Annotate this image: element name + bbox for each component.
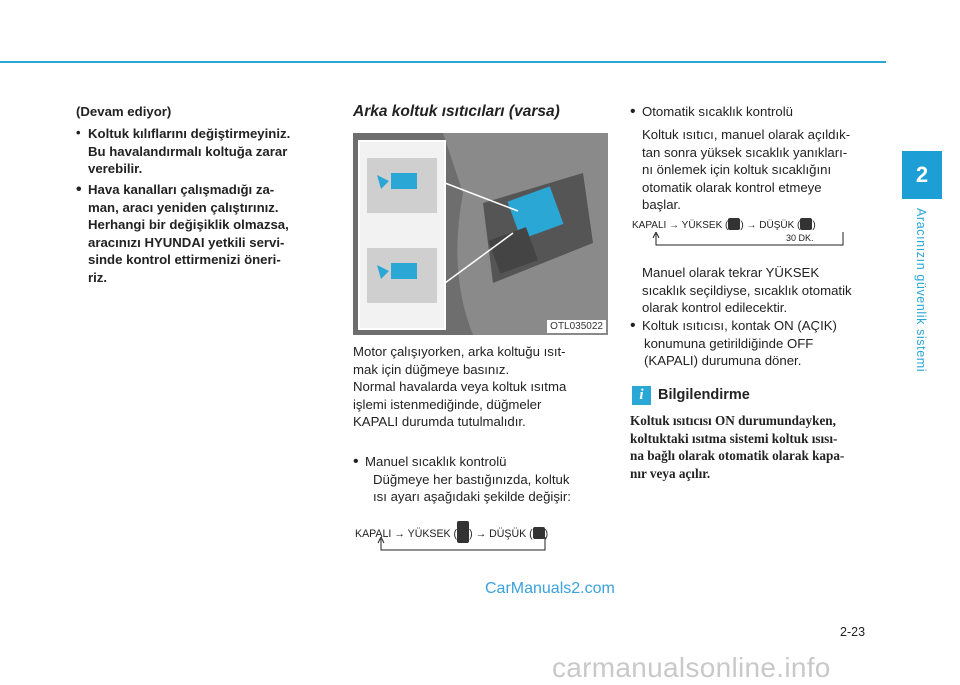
text-line: sıcaklık seçildiyse, sıcaklık otomatik bbox=[642, 282, 852, 298]
bullet-line: Koltuk kılıflarını değiştirmeyiniz. bbox=[88, 126, 291, 141]
seat-heater-switch-photo bbox=[353, 133, 608, 335]
bullet-item bbox=[353, 453, 608, 506]
seq-low: DÜŞÜK ( bbox=[759, 220, 801, 231]
text-line: Normal havalarda veya koltuk ısıtma bbox=[353, 379, 567, 394]
continued-label: (Devam ediyor) bbox=[76, 104, 172, 119]
arrow-right-icon: → bbox=[394, 528, 405, 540]
watermark-link[interactable]: CarManuals2.com bbox=[485, 580, 615, 597]
heater-high-icon bbox=[728, 218, 740, 230]
text-line: ısı ayarı aşağıdaki şekilde değişir: bbox=[373, 489, 571, 505]
info-text bbox=[630, 412, 885, 482]
door-panel-illustration bbox=[353, 133, 608, 335]
arrow-right-icon: → bbox=[475, 528, 487, 540]
arrow-right-icon: → bbox=[669, 220, 680, 231]
text-line: otomatik olarak kontrol etmeye bbox=[642, 179, 822, 195]
text-line: Manuel olarak tekrar YÜKSEK bbox=[642, 265, 820, 280]
bullet-line: aracınızı HYUNDAI yetkili servi- bbox=[88, 234, 285, 250]
bullet-item bbox=[630, 103, 885, 121]
text-line: (KAPALI) durumuna döner. bbox=[644, 353, 802, 369]
paragraph bbox=[353, 378, 608, 431]
text-line: mak için düğmeye basınız. bbox=[353, 361, 510, 377]
bullet-item bbox=[76, 181, 334, 287]
watermark-footer: carmanualsonline.info bbox=[552, 652, 831, 683]
seq-close: ) bbox=[469, 528, 473, 540]
bullet-line: Bu havalandırmalı koltuğa zarar bbox=[88, 143, 288, 159]
page-number: 2-23 bbox=[840, 625, 866, 639]
text-line: Koltuk ısıtıcı, manuel olarak açıldık- bbox=[642, 127, 851, 142]
info-title: Bilgilendirme bbox=[658, 387, 750, 403]
text-line: nır veya açılır. bbox=[630, 465, 711, 481]
chapter-tab: 2 bbox=[902, 151, 942, 199]
bullet-line: sinde kontrol ettirmenizi öneri- bbox=[88, 252, 281, 268]
section-heading: Arka koltuk ısıtıcıları (varsa) bbox=[353, 103, 560, 120]
info-icon: i bbox=[632, 386, 651, 405]
text-line: KAPALI durumda tutulmalıdır. bbox=[353, 414, 526, 430]
text-line: Motor çalışıyorken, arka koltuğu ısıt- bbox=[353, 344, 566, 359]
text-line: işlemi istenmediğinde, düğmeler bbox=[353, 396, 542, 412]
bullet-line: riz. bbox=[88, 269, 108, 285]
text-line: na bağlı olarak otomatik olarak kapa- bbox=[630, 448, 845, 464]
bullet-line: Hava kanalları çalışmadığı za- bbox=[88, 182, 275, 197]
auto-heat-sequence bbox=[632, 218, 816, 231]
paragraph bbox=[353, 343, 608, 378]
paragraph bbox=[642, 126, 885, 214]
bullet-dot: • bbox=[630, 317, 636, 334]
bullet-line: verebilir. bbox=[88, 161, 143, 177]
seq-off: KAPALI bbox=[355, 528, 392, 540]
seq-low: DÜŞÜK ( bbox=[489, 528, 533, 540]
heater-low-icon bbox=[800, 218, 812, 230]
text-line: olarak kontrol edilecektir. bbox=[642, 300, 788, 316]
bullet-dot: • bbox=[353, 453, 359, 470]
bullet-line: Herhangi bir değişiklik olmazsa, bbox=[88, 217, 289, 233]
text-line: tan sonra yüksek sıcaklık yanıkları- bbox=[642, 144, 848, 160]
seq-high: YÜKSEK ( bbox=[407, 528, 458, 540]
text-line: Düğmeye her bastığınızda, koltuk bbox=[373, 471, 570, 487]
seq-close: ) bbox=[812, 220, 816, 231]
photo-caption: OTL035022 bbox=[547, 320, 606, 333]
bullet-title: Manuel sıcaklık kontrolü bbox=[365, 454, 507, 469]
bullet-item bbox=[76, 125, 334, 178]
seq-high: YÜKSEK ( bbox=[681, 220, 729, 231]
bullet-dot: • bbox=[76, 181, 82, 198]
timer-label: 30 DK. bbox=[786, 233, 814, 243]
cycle-return-line bbox=[367, 537, 567, 553]
seq-close: ) bbox=[740, 220, 744, 231]
text-line: konumuna getirildiğinde OFF bbox=[644, 335, 814, 351]
bullet-title: Otomatik sıcaklık kontrolü bbox=[642, 104, 793, 119]
text-line: koltuktaki ısıtma sistemi koltuk ısısı- bbox=[630, 430, 838, 446]
text-line: Koltuk ısıtıcısı ON durumundayken, bbox=[630, 413, 836, 428]
text-line: nı önlemek için koltuk sıcaklığını bbox=[642, 162, 832, 178]
bullet-dot: • bbox=[630, 103, 636, 120]
paragraph bbox=[642, 264, 885, 317]
text-line: başlar. bbox=[642, 197, 681, 213]
text-line: Koltuk ısıtıcısı, kontak ON (AÇIK) bbox=[642, 318, 837, 333]
arrow-right-icon: → bbox=[746, 220, 757, 231]
timer-return-line bbox=[650, 232, 850, 248]
bullet-line: man, aracı yeniden çalıştırınız. bbox=[88, 199, 279, 215]
header-rule bbox=[0, 61, 886, 63]
seq-close: ) bbox=[544, 528, 549, 540]
bullet-item bbox=[630, 317, 885, 370]
bullet-dot: • bbox=[76, 125, 81, 140]
section-title-text: Aracınızın güvenlik sistemi bbox=[914, 208, 928, 373]
seq-off: KAPALI bbox=[632, 220, 667, 231]
